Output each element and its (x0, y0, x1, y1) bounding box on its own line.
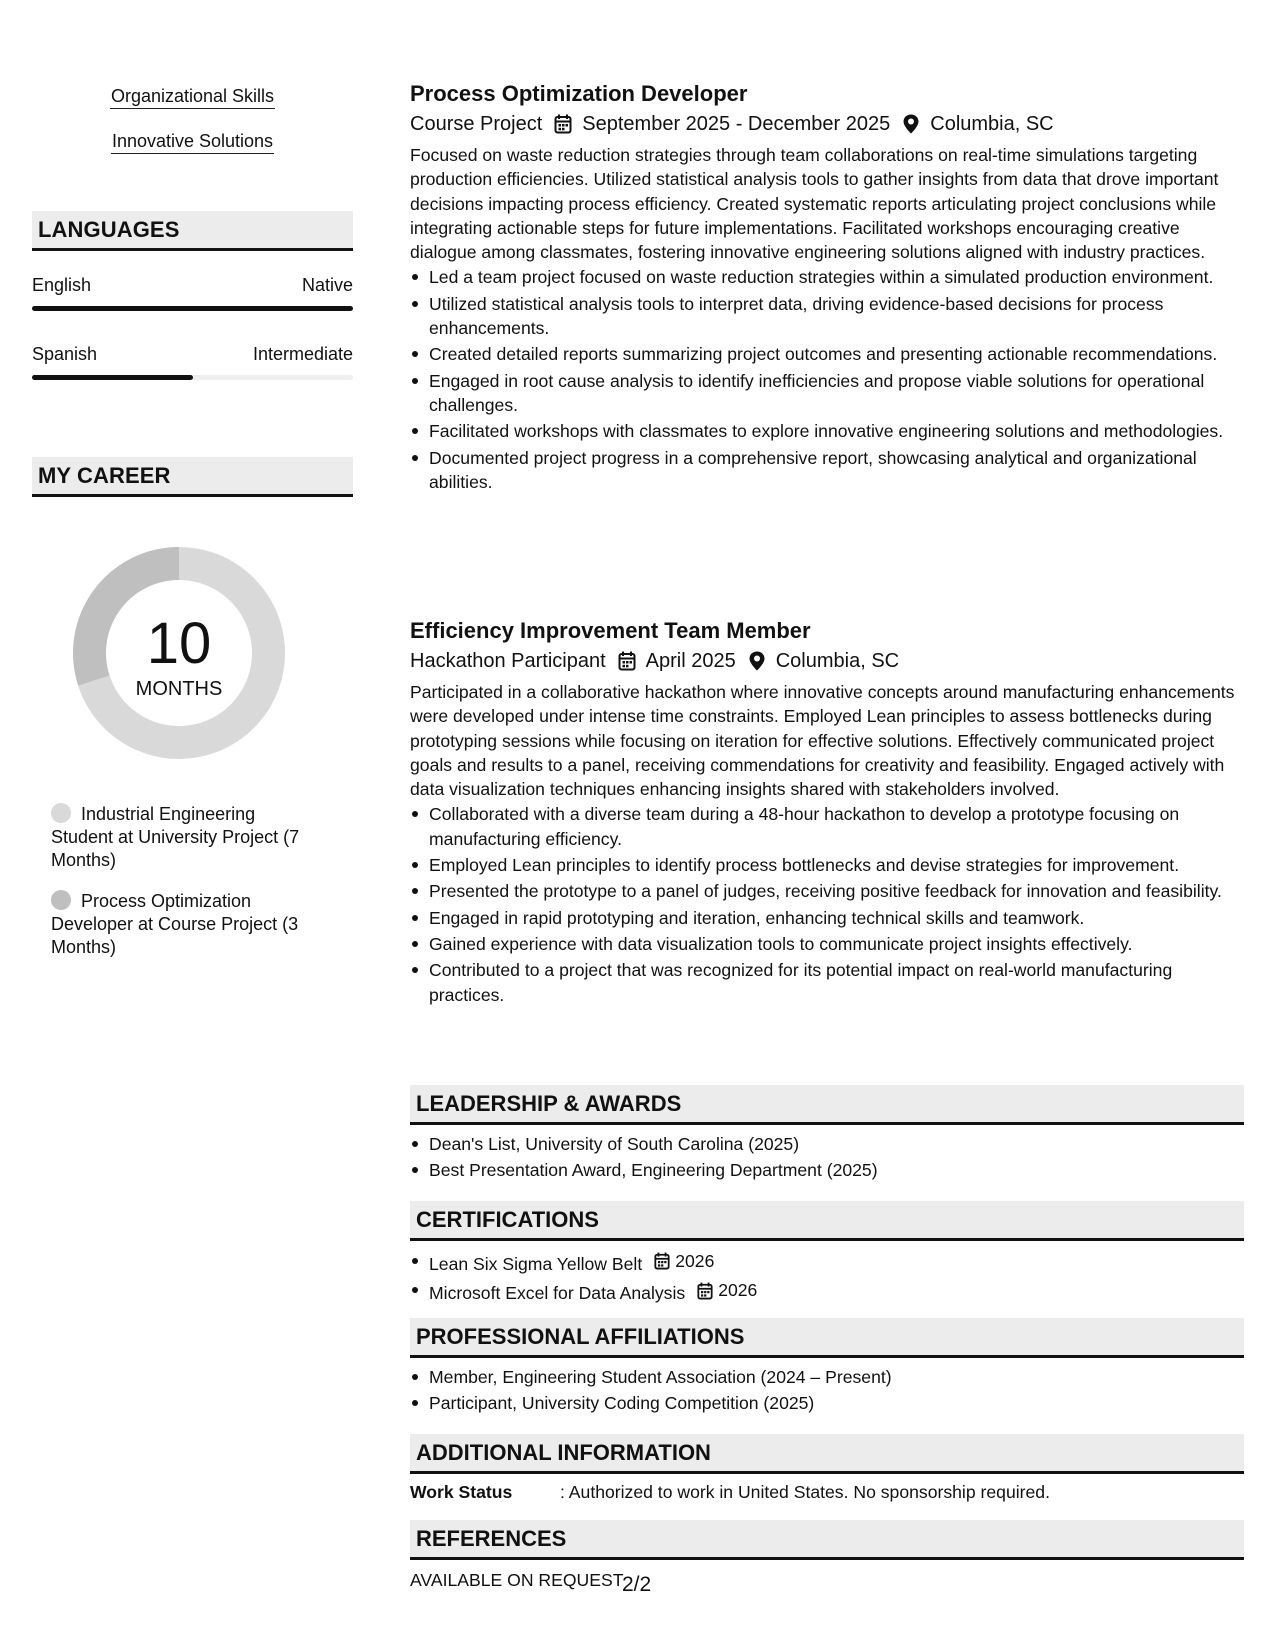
page-number: 2/2 (622, 1573, 652, 1596)
map-pin-icon (902, 114, 920, 134)
list-item: Gained experience with data visualization tools to communicate project insights effectively. (410, 932, 1244, 956)
certification-year: 2026 (675, 1251, 715, 1271)
legend-swatch (51, 803, 71, 823)
job-title: Efficiency Improvement Team Member (410, 618, 811, 643)
language-proficiency-fill (32, 375, 193, 380)
certification-name: Lean Six Sigma Yellow Belt (429, 1254, 643, 1275)
skill-item: Innovative Solutions (111, 130, 274, 154)
legend-swatch (51, 890, 71, 910)
job-meta (410, 648, 1244, 674)
list-item: Employed Lean principles to identify process bottlenecks and devise strategies for improvement. (410, 853, 1244, 877)
job-company: Course Project (410, 113, 543, 135)
list-item: Dean's List, University of South Carolina (2025) (410, 1132, 1244, 1156)
job-bullets (410, 802, 1244, 1006)
list-item: Collaborated with a diverse team during a 48-hour hackathon to develop a prototype focusing on manufacturing efficiency. (410, 802, 1244, 851)
affiliations-list (410, 1365, 1244, 1418)
language-level: Native (301, 275, 353, 295)
language-item (32, 343, 353, 380)
language-level: Intermediate (252, 344, 353, 364)
career-heading: MY CAREER (32, 457, 353, 497)
affiliations-heading: PROFESSIONAL AFFILIATIONS (410, 1318, 1244, 1358)
list-item: Created detailed reports summarizing project outcomes and presenting actionable recommendations. (410, 342, 1244, 366)
references-text: AVAILABLE ON REQUEST (410, 1570, 624, 1590)
language-item (32, 274, 353, 311)
list-item: Presented the prototype to a panel of judges, receiving positive feedback for innovation and feasibility. (410, 879, 1244, 903)
awards-list (410, 1132, 1244, 1185)
job-company: Hackathon Participant (410, 650, 606, 672)
list-item: Facilitated workshops with classmates to explore innovative engineering solutions and methodologies. (410, 419, 1244, 443)
list-item: Utilized statistical analysis tools to interpret data, driving evidence-based decisions for process enhancements. (410, 292, 1244, 341)
list-item: Led a team project focused on waste reduction strategies within a simulated production environment. (410, 265, 1244, 289)
list-item: Engaged in root cause analysis to identify inefficiencies and propose viable solutions for operational challenges. (410, 369, 1244, 418)
list-item: Contributed to a project that was recognized for its potential impact on real-world manufacturing practices. (410, 958, 1244, 1007)
calendar-icon (618, 651, 636, 671)
experience-entry (410, 80, 1244, 496)
list-item: Engaged in rapid prototyping and iteration, enhancing technical skills and teamwork. (410, 906, 1244, 930)
language-proficiency-bar (32, 375, 353, 380)
calendar-icon (697, 1282, 713, 1300)
job-meta (410, 111, 1244, 137)
job-location: Columbia, SC (930, 113, 1054, 135)
work-status-label: Work Status (410, 1482, 513, 1502)
certification-name: Microsoft Excel for Data Analysis (429, 1283, 686, 1304)
language-proficiency-fill (32, 306, 353, 311)
language-proficiency-bar (32, 306, 353, 311)
job-dates: September 2025 - December 2025 (582, 113, 891, 135)
calendar-icon (654, 1252, 670, 1270)
job-location: Columbia, SC (775, 650, 900, 672)
career-total-unit: MONTHS (135, 678, 223, 700)
legend-label: Industrial Engineering Student at University Project (7 Months) (51, 804, 300, 870)
career-total-months: 10 (146, 611, 212, 676)
list-item (410, 1278, 1244, 1305)
job-dates: April 2025 (645, 650, 736, 672)
work-status-value: : Authorized to work in United States. No sponsorship required. (560, 1482, 1050, 1502)
certifications-heading: CERTIFICATIONS (410, 1201, 1244, 1241)
legend-label: Process Optimization Developer at Course Project (3 Months) (51, 891, 299, 957)
skill-item: Organizational Skills (110, 85, 275, 109)
list-item: Best Presentation Award, Engineering Department (2025) (410, 1158, 1244, 1182)
calendar-icon (554, 114, 572, 134)
experience-entry (410, 617, 1244, 1009)
list-item: Member, Engineering Student Association (2024 – Present) (410, 1365, 1244, 1389)
references-heading: REFERENCES (410, 1520, 1244, 1560)
certification-year: 2026 (718, 1280, 758, 1301)
job-bullets (410, 265, 1244, 494)
map-pin-icon (748, 651, 766, 671)
language-name: English (32, 275, 92, 295)
language-name: Spanish (32, 344, 98, 364)
list-item: Participant, University Coding Competition (2025) (410, 1391, 1244, 1415)
list-item: Documented project progress in a comprehensive report, showcasing analytical and organizational abilities. (410, 446, 1244, 495)
job-description: Focused on waste reduction strategies through team collaborations on real-time simulations targeting production efficiencies. Utilized statistical analysis tools to gather insights from data that drove important decisions impacting process efficiency. Created systematic reports articulating project conclusions while integrating actionable steps for future implementations. Facilitated workshops encouraging creative dialogue among classmates, fostering innovative engineering solutions aligned with industry practices. (410, 145, 1219, 263)
career-legend-item (51, 890, 321, 959)
skills-list (32, 85, 353, 175)
additional-info-heading: ADDITIONAL INFORMATION (410, 1434, 1244, 1474)
career-legend-item (51, 803, 321, 872)
list-item (410, 1249, 1244, 1276)
languages-heading: LANGUAGES (32, 211, 353, 251)
job-description: Participated in a collaborative hackathon where innovative concepts around manufacturing enhancements were developed under intense time constraints. Employed Lean principles to assess bottlenecks during prototyping sessions while focusing on iteration for effective solutions. Effectively communicated project goals and results to a panel, receiving commendations for creativity and feasibility. Engaged actively with data visualization techniques enhancing insights shared with stakeholders involved. (410, 682, 1235, 800)
certifications-list (410, 1249, 1244, 1308)
job-title: Process Optimization Developer (410, 81, 748, 106)
awards-heading: LEADERSHIP & AWARDS (410, 1085, 1244, 1125)
work-status-row (410, 1480, 1050, 1504)
